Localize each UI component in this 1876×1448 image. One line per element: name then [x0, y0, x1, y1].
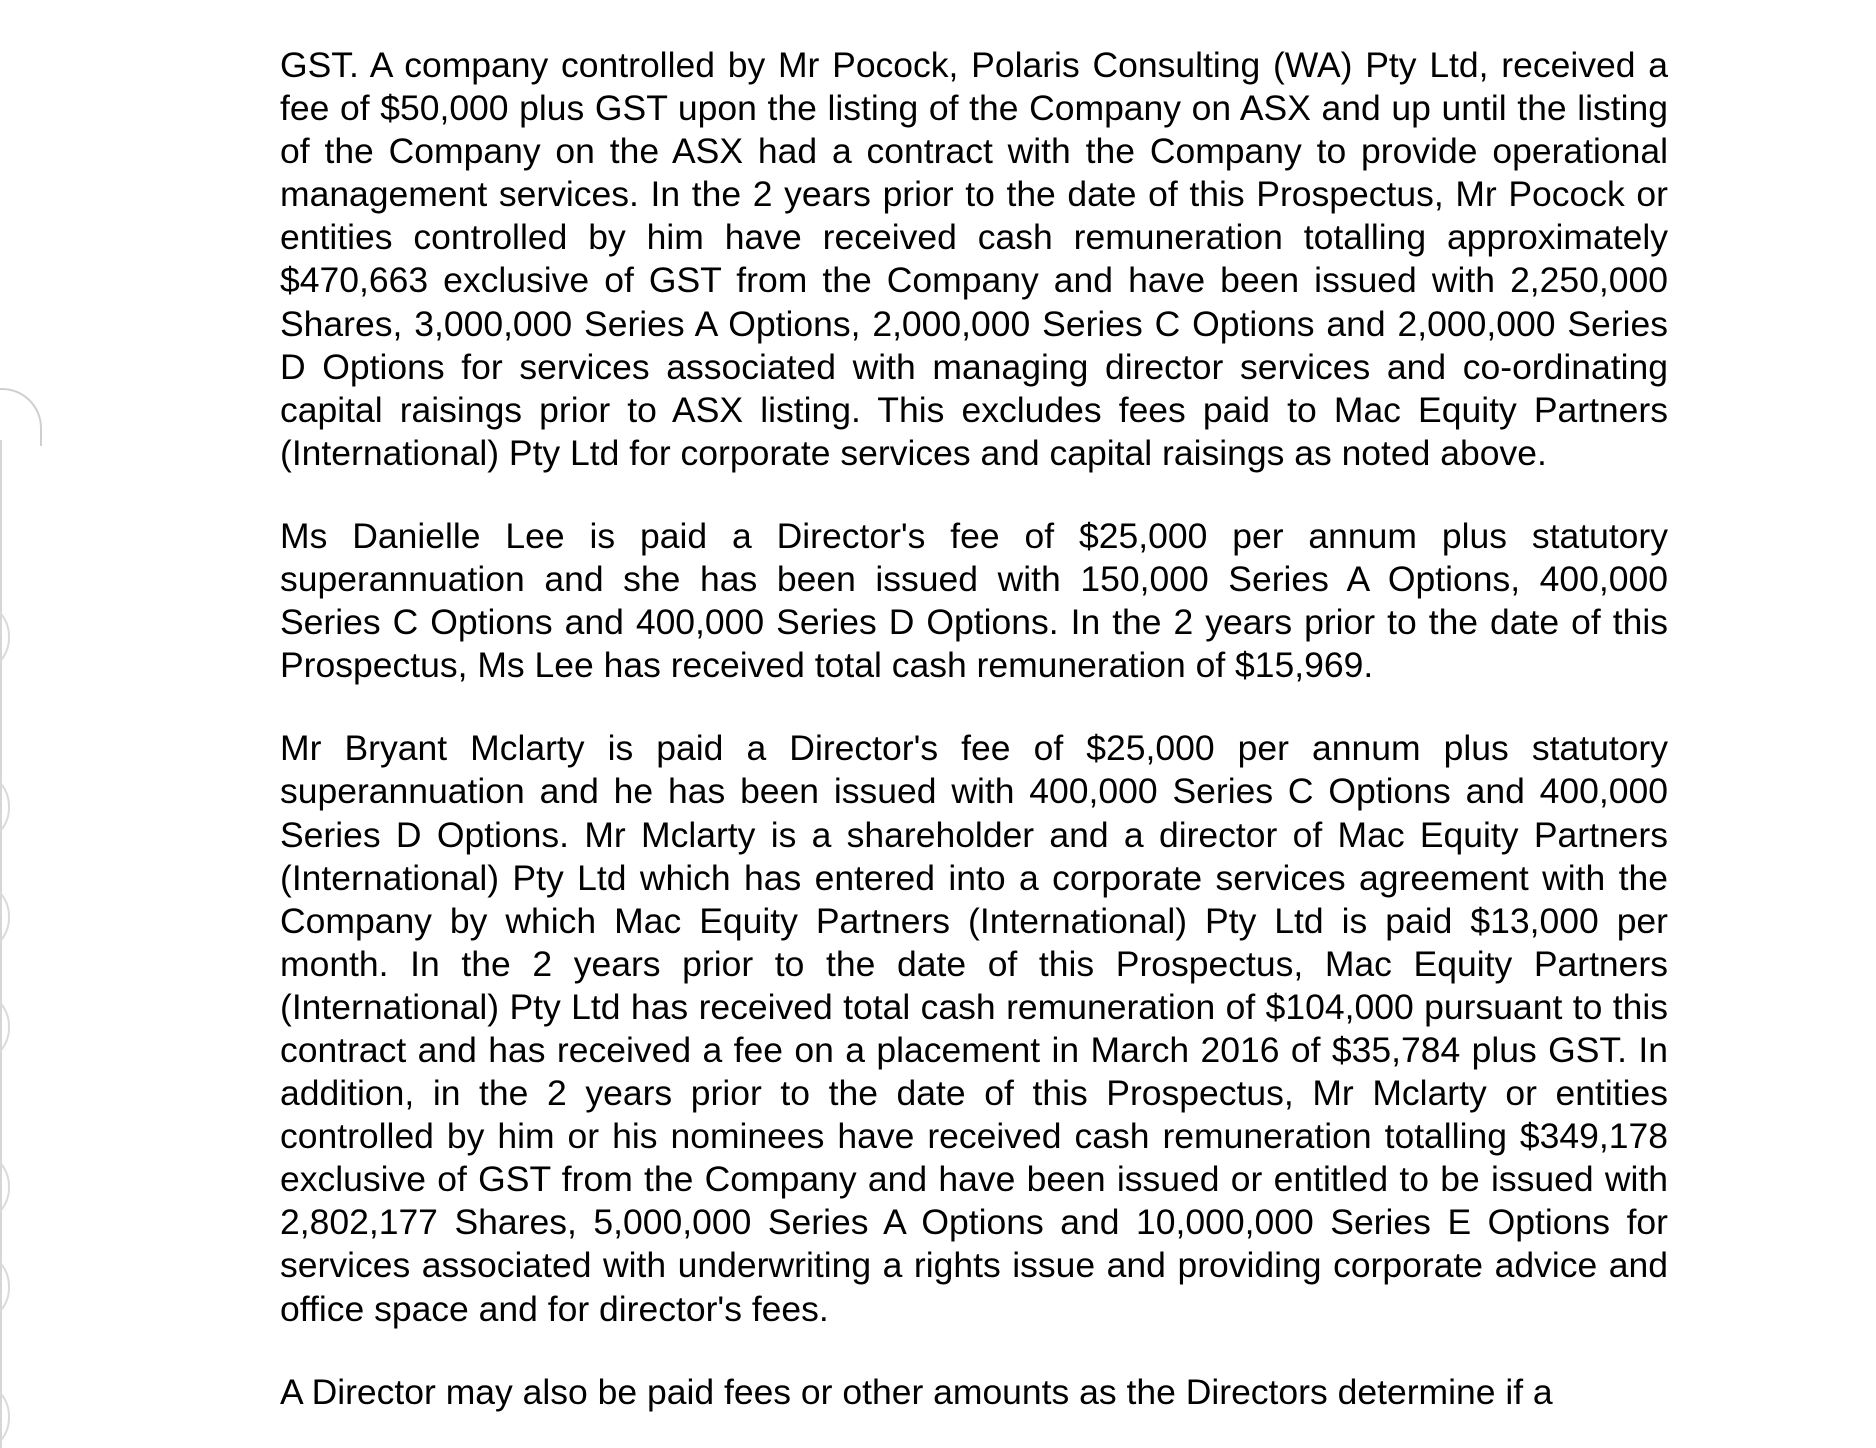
- paragraph-pocock-remuneration: GST. A company controlled by Mr Pocock, Polaris Consulting (WA) Pty Ltd, received a fee of $50,000 plus GST upon the listing of the Company on ASX and up until the listing of the Company on the ASX had a contract with the Company to provide operational management services. In the 2 years prior to the date of this Prospectus, Mr Pocock or entities controlled by him have received cash remuneration totalling approximately $470,663 exclusive of GST from the Company and have been issued with 2,250,000 Shares, 3,000,000 Series A Options, 2,000,000 Series C Options and 2,000,000 Series D Options for services associated with managing director services and co-ordinating capital raisings prior to ASX listing. This excludes fees paid to Mac Equity Partners (International) Pty Ltd for corporate services and capital raisings as noted above.: [280, 45, 1668, 473]
- paragraph-director-fees: A Director may also be paid fees or other amounts as the Directors determine if a: [280, 1371, 1553, 1412]
- paragraph-mclarty-remuneration: Mr Bryant Mclarty is paid a Director's fee of $25,000 per annum plus statutory superannuation and he has been issued with 400,000 Series C Options and 400,000 Series D Options. Mr Mclarty is a shareholder and a director of Mac Equity Partners (International) Pty Ltd which has entered into a corporate services agreement with the Company by which Mac Equity Partners (International) Pty Ltd is paid $13,000 per month. In the 2 years prior to the date of this Prospectus, Mac Equity Partners (International) Pty Ltd has received total cash remuneration of $104,000 pursuant to this contract and has received a fee on a placement in March 2016 of $35,784 plus GST. In addition, in the 2 years prior to the date of this Prospectus, Mr Mclarty or entities controlled by him or his nominees have received cash remuneration totalling $349,178 exclusive of GST from the Company and have been issued or entitled to be issued with 2,802,177 Shares, 5,000,000 Series A Options and 10,000,000 Series E Options for services associated with underwriting a rights issue and providing corporate advice and office space and for director's fees.: [280, 728, 1668, 1329]
- page-edge-hook: [0, 388, 42, 446]
- paragraph-lee-remuneration: Ms Danielle Lee is paid a Director's fee of $25,000 per annum plus statutory superannuation and she has been issued with 150,000 Series A Options, 400,000 Series C Options and 400,000 Series D Options. In the 2 years prior to the date of this Prospectus, Ms Lee has received total cash remuneration of $15,969.: [280, 515, 1668, 686]
- body-text-column: [280, 44, 1668, 1414]
